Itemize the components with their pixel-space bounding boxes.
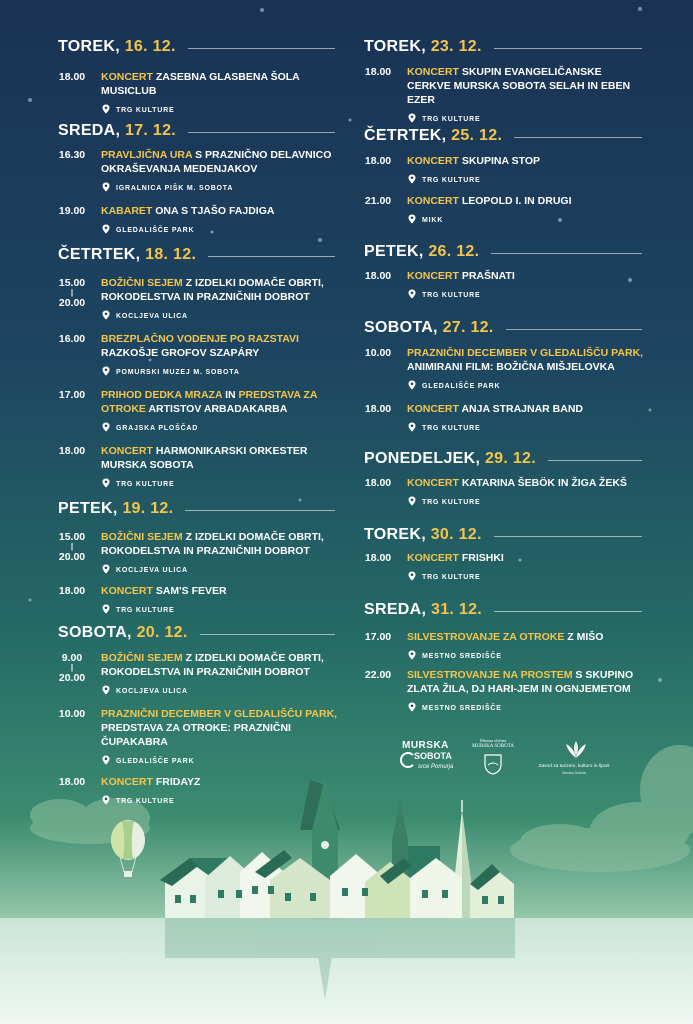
map-pin-icon bbox=[101, 564, 111, 574]
event-location bbox=[101, 795, 174, 807]
event-highlight: BREZPLAČNO VODENJE PO RAZSTAVI bbox=[101, 333, 299, 345]
event-location bbox=[101, 478, 174, 490]
day-name: SOBOTA, bbox=[364, 319, 438, 336]
event-location bbox=[407, 380, 500, 392]
event-location bbox=[101, 604, 174, 616]
event-text: FRISHKI bbox=[461, 552, 504, 564]
day-divider bbox=[506, 329, 642, 330]
location-name: KOCLJEVA ULICA bbox=[116, 567, 188, 574]
event-title bbox=[101, 530, 339, 558]
event-time bbox=[56, 332, 88, 346]
map-pin-icon bbox=[101, 422, 111, 432]
day-name: SREDA, bbox=[58, 122, 121, 139]
event-title bbox=[407, 269, 645, 283]
location-name: POMURSKI MUZEJ M. SOBOTA bbox=[116, 369, 240, 376]
event-location bbox=[101, 182, 233, 194]
day-name: ČETRTEK, bbox=[58, 246, 141, 263]
event-location bbox=[407, 422, 480, 434]
map-pin-icon bbox=[101, 182, 111, 192]
event-title bbox=[407, 194, 645, 208]
event-time bbox=[362, 630, 394, 644]
map-pin-icon bbox=[407, 571, 417, 581]
location-name: MESTNO SREDIŠČE bbox=[422, 653, 502, 660]
day-heading bbox=[58, 624, 188, 642]
location-name: TRG KULTURE bbox=[422, 574, 481, 581]
day-date: 27. 12. bbox=[442, 319, 494, 336]
day-heading bbox=[364, 601, 482, 619]
day-date: 16. 12. bbox=[124, 38, 176, 55]
event-highlight: BOŽIČNI SEJEM bbox=[101, 531, 183, 543]
event-highlight: PRAZNIČNI DECEMBER V GLEDALIŠČU PARK, bbox=[407, 347, 644, 359]
map-pin-icon bbox=[407, 422, 417, 432]
event-start-time: 18.00 bbox=[58, 776, 86, 788]
event-title bbox=[407, 346, 645, 374]
event-location bbox=[407, 289, 480, 301]
event-time bbox=[56, 204, 88, 218]
map-pin-icon bbox=[101, 104, 111, 114]
location-name: TRG KULTURE bbox=[116, 607, 175, 614]
event-highlight: KONCERT bbox=[407, 552, 459, 564]
event-text: Z IZDELKI DOMAČE OBRTI, ROKODELSTVA IN PRAZNIČNIH DOBROT bbox=[101, 531, 324, 557]
event-title bbox=[407, 65, 645, 107]
event-time bbox=[362, 551, 394, 565]
day-date: 29. 12. bbox=[484, 450, 536, 467]
event-title bbox=[101, 276, 339, 304]
event-title bbox=[101, 584, 339, 598]
day-date: 19. 12. bbox=[122, 500, 174, 517]
location-name: TRG KULTURE bbox=[422, 499, 481, 506]
day-heading bbox=[364, 450, 536, 468]
map-pin-icon bbox=[101, 755, 111, 765]
event-highlight: KONCERT bbox=[407, 270, 459, 282]
map-pin-icon bbox=[101, 604, 111, 614]
map-pin-icon bbox=[101, 478, 111, 488]
logo-tagline: srce Pomurja bbox=[418, 764, 454, 770]
event-title bbox=[101, 775, 339, 789]
day-name: PETEK, bbox=[58, 500, 118, 517]
event-title bbox=[101, 444, 339, 472]
event-time bbox=[362, 476, 394, 490]
location-name: TRG KULTURE bbox=[422, 177, 481, 184]
location-name: KOCLJEVA ULICA bbox=[116, 688, 188, 695]
event-start-time: 18.00 bbox=[58, 71, 86, 83]
day-name: TOREK, bbox=[58, 38, 120, 55]
event-start-time: 15.00 bbox=[58, 277, 86, 289]
event-time bbox=[56, 388, 88, 402]
event-time bbox=[56, 148, 88, 162]
map-pin-icon bbox=[101, 224, 111, 234]
event-time bbox=[56, 707, 88, 721]
location-name: IGRALNICA PIŠK M. SOBOTA bbox=[116, 185, 234, 192]
map-pin-icon bbox=[407, 650, 417, 660]
event-end-time: 20.00 bbox=[58, 672, 86, 684]
event-location bbox=[101, 310, 188, 322]
day-divider bbox=[494, 536, 642, 537]
location-name: TRG KULTURE bbox=[116, 798, 175, 805]
event-highlight: BOŽIČNI SEJEM bbox=[101, 652, 183, 664]
event-text: PRAŠNATI bbox=[461, 270, 515, 282]
event-start-time: 17.00 bbox=[58, 389, 86, 401]
event-location bbox=[101, 755, 194, 767]
event-time bbox=[362, 668, 394, 682]
event-start-time: 17.00 bbox=[364, 631, 392, 643]
map-pin-icon bbox=[407, 380, 417, 390]
day-date: 25. 12. bbox=[451, 127, 503, 144]
event-location bbox=[407, 113, 480, 125]
map-pin-icon bbox=[101, 366, 111, 376]
day-divider bbox=[494, 611, 642, 612]
event-location bbox=[101, 104, 174, 116]
event-title bbox=[407, 630, 645, 644]
day-divider bbox=[514, 137, 642, 138]
event-text: LEOPOLD I. IN DRUGI bbox=[461, 195, 572, 207]
event-text: SKUPIN EVANGELIČANSKE CERKVE MURSKA SOBOTA SELAH IN EBEN EZER bbox=[407, 66, 631, 106]
event-title bbox=[101, 707, 339, 749]
event-location bbox=[101, 422, 198, 434]
map-pin-icon bbox=[101, 685, 111, 695]
event-text: ANJA STRAJNAR BAND bbox=[461, 403, 583, 415]
day-name: SREDA, bbox=[364, 601, 427, 618]
location-name: TRG KULTURE bbox=[422, 116, 481, 123]
event-time bbox=[56, 70, 88, 84]
day-divider bbox=[494, 48, 642, 49]
event-highlight: KONCERT bbox=[101, 585, 153, 597]
day-divider bbox=[185, 510, 335, 511]
event-text: RAZKOŠJE GROFOV SZAPÁRY bbox=[101, 347, 260, 359]
event-highlight: SILVESTROVANJE ZA OTROKE bbox=[407, 631, 565, 643]
crest-line2: MURSKA SOBOTA bbox=[472, 744, 514, 749]
event-location bbox=[101, 564, 188, 576]
event-highlight: KABARET bbox=[101, 205, 153, 217]
event-start-time: 10.00 bbox=[58, 708, 86, 720]
map-pin-icon bbox=[101, 310, 111, 320]
day-heading bbox=[364, 38, 482, 56]
event-start-time: 10.00 bbox=[364, 347, 392, 359]
event-text: ANIMIRANI FILM: BOŽIČNA MIŠJELOVKA bbox=[407, 361, 615, 373]
event-title bbox=[407, 154, 645, 168]
day-heading bbox=[58, 500, 173, 518]
event-text: PREDSTAVA ZA OTROKE: PRAZNIČNI ČUPAKABRA bbox=[101, 722, 291, 748]
map-pin-icon bbox=[407, 289, 417, 299]
day-date: 23. 12. bbox=[430, 38, 482, 55]
event-time bbox=[56, 444, 88, 458]
event-location bbox=[407, 571, 480, 583]
event-start-time: 18.00 bbox=[364, 403, 392, 415]
day-heading bbox=[364, 127, 502, 145]
event-highlight-2: PREDSTAVA ZA OTROKE bbox=[101, 389, 318, 415]
crest-line1: Mestna občina bbox=[479, 738, 507, 743]
event-title bbox=[407, 668, 645, 696]
day-name: PETEK, bbox=[364, 243, 424, 260]
day-date: 18. 12. bbox=[145, 246, 197, 263]
event-text: HARMONIKARSKI ORKESTER MURSKA SOBOTA bbox=[101, 445, 308, 471]
day-name: SOBOTA, bbox=[58, 624, 132, 641]
event-start-time: 18.00 bbox=[58, 585, 86, 597]
event-title bbox=[407, 402, 645, 416]
flower-icon bbox=[562, 740, 590, 760]
day-name: PONEDELJEK, bbox=[364, 450, 481, 467]
event-start-time: 16.30 bbox=[58, 149, 86, 161]
event-start-time: 19.00 bbox=[58, 205, 86, 217]
event-title bbox=[101, 651, 339, 679]
event-text: Z IZDELKI DOMAČE OBRTI, ROKODELSTVA IN PRAZNIČNIH DOBROT bbox=[101, 652, 324, 678]
event-text: Z IZDELKI DOMAČE OBRTI, ROKODELSTVA IN PRAZNIČNIH DOBROT bbox=[101, 277, 324, 303]
day-heading bbox=[58, 122, 176, 140]
event-text-2: ARTISTOV ARBADAKARBA bbox=[148, 403, 288, 415]
event-text: KATARINA ŠEBÖK IN ŽIGA ŽEKŠ bbox=[461, 477, 627, 489]
event-text: FRIDAYZ bbox=[155, 776, 201, 788]
event-highlight: PRAVLJIČNA URA bbox=[101, 149, 193, 161]
map-pin-icon bbox=[101, 795, 111, 805]
map-pin-icon bbox=[407, 702, 417, 712]
map-pin-icon bbox=[407, 496, 417, 506]
day-name: TOREK, bbox=[364, 526, 426, 543]
event-title bbox=[101, 388, 339, 416]
event-location bbox=[101, 224, 194, 236]
event-text: IN bbox=[225, 389, 236, 401]
event-location bbox=[407, 496, 480, 508]
location-name: GLEDALIŠČE PARK bbox=[116, 227, 195, 234]
day-date: 26. 12. bbox=[428, 243, 480, 260]
event-text: S SKUPINO ZLATA ŽILA, DJ HARI-JEM IN OGNJEMETOM bbox=[407, 669, 634, 695]
day-heading bbox=[58, 38, 176, 56]
event-start-time: 18.00 bbox=[364, 155, 392, 167]
day-name: ČETRTEK, bbox=[364, 127, 447, 144]
event-end-time: 20.00 bbox=[58, 551, 86, 563]
map-pin-icon bbox=[407, 113, 417, 123]
event-title bbox=[101, 204, 339, 218]
event-start-time: 9.00 bbox=[61, 652, 83, 664]
day-heading bbox=[364, 243, 479, 261]
event-start-time: 16.00 bbox=[58, 333, 86, 345]
event-highlight: KONCERT bbox=[407, 155, 459, 167]
event-time bbox=[362, 154, 394, 168]
event-text: S PRAZNIČNO DELAVNICO OKRAŠEVANJA MEDENJAKOV bbox=[101, 149, 332, 175]
event-location bbox=[407, 174, 480, 186]
event-title bbox=[101, 332, 339, 360]
event-time bbox=[56, 276, 88, 310]
tourism-institute-logo bbox=[524, 740, 624, 778]
location-name: MIKK bbox=[422, 217, 444, 224]
logo-line1: MURSKA bbox=[402, 740, 449, 751]
event-time bbox=[362, 402, 394, 416]
event-start-time: 21.00 bbox=[364, 195, 392, 207]
shield-icon bbox=[483, 753, 503, 775]
event-time bbox=[56, 775, 88, 789]
event-start-time: 18.00 bbox=[364, 66, 392, 78]
event-start-time: 15.00 bbox=[58, 531, 86, 543]
murska-sobota-logo bbox=[398, 740, 462, 780]
event-highlight: KONCERT bbox=[101, 445, 153, 457]
event-highlight: KONCERT bbox=[407, 403, 459, 415]
logo-line2: SOBOTA bbox=[414, 751, 452, 761]
tourism-text: Zavod za turizem, kulturo in šport bbox=[538, 764, 610, 769]
location-name: TRG KULTURE bbox=[422, 425, 481, 432]
event-highlight: KONCERT bbox=[101, 776, 153, 788]
event-text: SKUPINA STOP bbox=[461, 155, 541, 167]
location-name: TRG KULTURE bbox=[422, 292, 481, 299]
event-start-time: 18.00 bbox=[364, 477, 392, 489]
map-pin-icon bbox=[407, 174, 417, 184]
day-heading bbox=[364, 319, 494, 337]
time-separator: | bbox=[70, 663, 74, 672]
event-highlight: KONCERT bbox=[101, 71, 153, 83]
event-start-time: 18.00 bbox=[364, 270, 392, 282]
event-title bbox=[101, 70, 339, 98]
day-divider bbox=[200, 634, 335, 635]
event-text: ONA S TJAŠO FAJDIGA bbox=[155, 205, 275, 217]
location-name: MESTNO SREDIŠČE bbox=[422, 705, 502, 712]
time-separator: | bbox=[70, 288, 74, 297]
event-text: SAM'S FEVER bbox=[155, 585, 227, 597]
event-location bbox=[407, 702, 502, 714]
event-title bbox=[101, 148, 339, 176]
day-heading bbox=[364, 526, 482, 544]
event-title bbox=[407, 476, 645, 490]
event-location bbox=[407, 650, 502, 662]
event-highlight: SILVESTROVANJE NA PROSTEM bbox=[407, 669, 573, 681]
location-name: TRG KULTURE bbox=[116, 481, 175, 488]
event-location bbox=[407, 214, 443, 226]
day-date: 30. 12. bbox=[430, 526, 482, 543]
location-name: GLEDALIŠČE PARK bbox=[116, 758, 195, 765]
event-end-time: 20.00 bbox=[58, 297, 86, 309]
event-highlight: PRIHOD DEDKA MRAZA bbox=[101, 389, 223, 401]
day-date: 17. 12. bbox=[125, 122, 177, 139]
map-pin-icon bbox=[407, 214, 417, 224]
event-highlight: KONCERT bbox=[407, 477, 459, 489]
day-divider bbox=[188, 132, 335, 133]
event-location bbox=[101, 685, 188, 697]
event-location bbox=[101, 366, 240, 378]
event-highlight: KONCERT bbox=[407, 66, 459, 78]
event-start-time: 22.00 bbox=[364, 669, 392, 681]
event-time bbox=[362, 65, 394, 79]
event-start-time: 18.00 bbox=[58, 445, 86, 457]
location-name: KOCLJEVA ULICA bbox=[116, 313, 188, 320]
event-highlight: PRAZNIČNI DECEMBER V GLEDALIŠČU PARK, bbox=[101, 708, 338, 720]
municipality-crest-logo bbox=[470, 738, 516, 782]
day-divider bbox=[188, 48, 335, 49]
location-name: GRAJSKA PLOŠČAD bbox=[116, 425, 199, 432]
event-text: Z MIŠO bbox=[567, 631, 604, 643]
day-name: TOREK, bbox=[364, 38, 426, 55]
event-time bbox=[56, 530, 88, 564]
day-divider bbox=[491, 253, 642, 254]
event-text: ZASEBNA GLASBENA ŠOLA MUSICLUB bbox=[101, 71, 300, 97]
location-name: GLEDALIŠČE PARK bbox=[422, 383, 501, 390]
day-divider bbox=[548, 460, 642, 461]
event-title bbox=[407, 551, 645, 565]
location-name: TRG KULTURE bbox=[116, 107, 175, 114]
event-time bbox=[56, 584, 88, 598]
event-time bbox=[362, 346, 394, 360]
event-time bbox=[56, 651, 88, 685]
tourism-sub: Murska Sobota bbox=[562, 771, 586, 775]
event-highlight: BOŽIČNI SEJEM bbox=[101, 277, 183, 289]
event-time bbox=[362, 194, 394, 208]
event-highlight: KONCERT bbox=[407, 195, 459, 207]
time-separator: | bbox=[70, 542, 74, 551]
logo-swirl bbox=[400, 752, 416, 768]
event-start-time: 18.00 bbox=[364, 552, 392, 564]
day-date: 31. 12. bbox=[431, 601, 483, 618]
day-heading bbox=[58, 246, 196, 264]
day-divider bbox=[208, 256, 335, 257]
event-time bbox=[362, 269, 394, 283]
day-date: 20. 12. bbox=[136, 624, 188, 641]
